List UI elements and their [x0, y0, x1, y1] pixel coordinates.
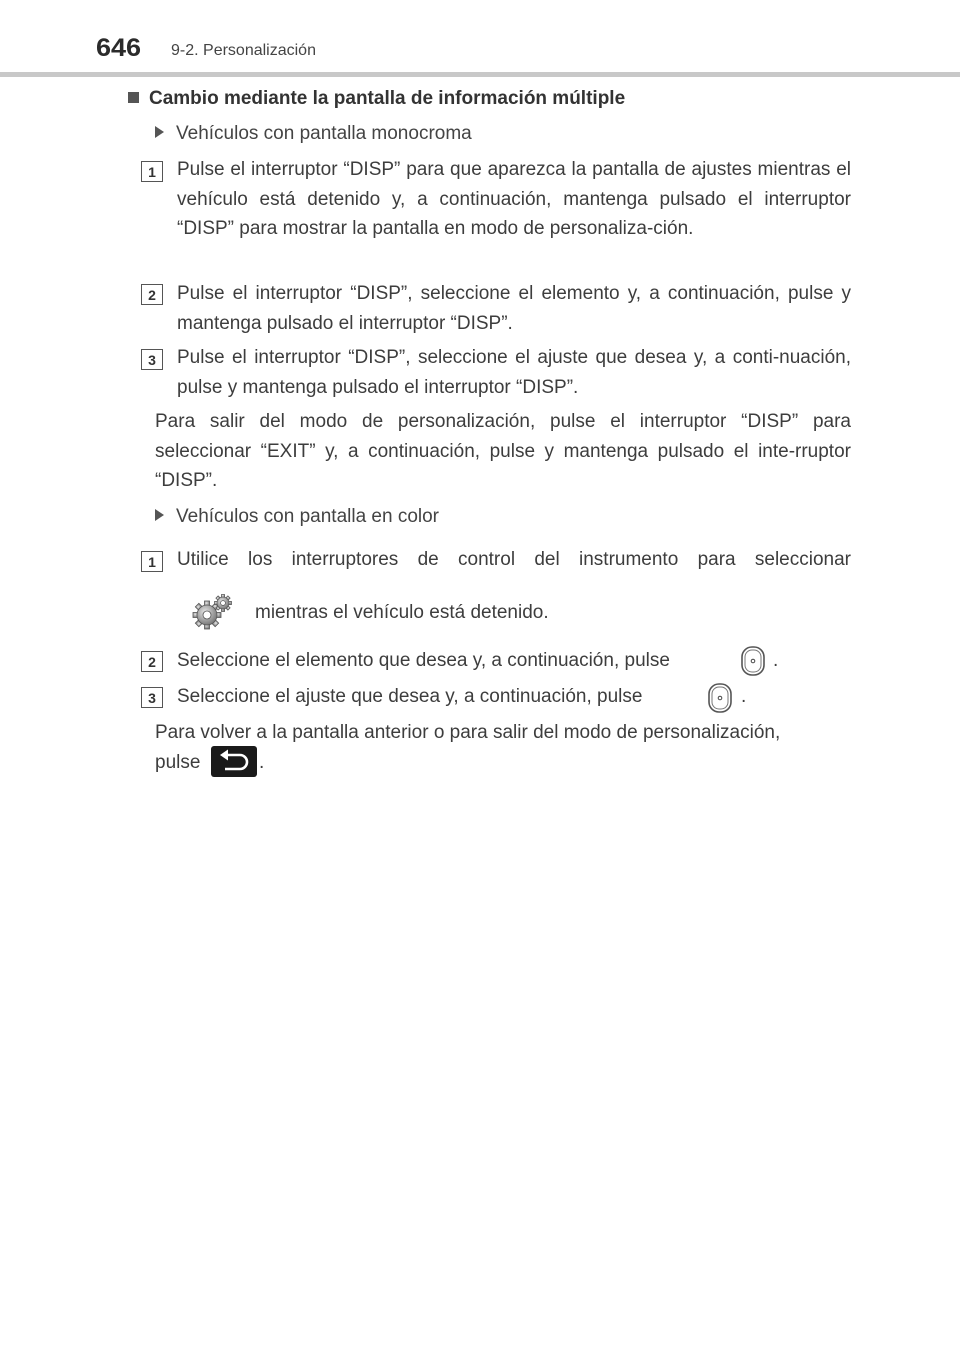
step-text: Pulse el interruptor “DISP”, seleccione el elemento y, a continuación, pulse y mantenga pulsado el interruptor “DISP”.	[177, 283, 851, 334]
enter-button-icon	[741, 646, 765, 676]
triangle-bullet-icon	[155, 126, 164, 138]
step-number-2: 2	[141, 651, 163, 672]
step-text-end: .	[773, 650, 779, 671]
color-note: Para volver a la pantalla anterior o para salir del modo de personalización,	[155, 722, 781, 743]
step-number-3: 3	[141, 349, 163, 370]
gears-icon	[190, 592, 232, 632]
step-text: Seleccione el elemento que desea y, a continuación, pulse	[177, 650, 670, 671]
square-bullet-icon	[128, 92, 139, 103]
step-text: Utilice los interruptores de control del instrumento para seleccionar	[177, 549, 851, 570]
step-text-end: .	[741, 686, 747, 707]
section-label: 9-2. Personalización	[171, 42, 316, 59]
heading-text: Cambio mediante la pantalla de información múltiple	[149, 88, 626, 109]
triangle-bullet-icon	[155, 509, 164, 521]
section-heading	[128, 88, 625, 110]
subsection-color-title: Vehículos con pantalla en color	[155, 506, 439, 528]
step-number-2: 2	[141, 284, 163, 305]
step-text: Pulse el interruptor “DISP”, seleccione el ajuste que desea y, a conti-nuación, pulse y mantenga pulsado el interruptor “DISP”.	[177, 347, 851, 398]
enter-button-icon	[708, 683, 732, 713]
step-text: Seleccione el ajuste que desea y, a continuación, pulse	[177, 686, 643, 707]
step-text: Pulse el interruptor “DISP” para que aparezca la pantalla de ajustes mientras el vehículo está detenido y, a continuación, mantenga pulsado el interruptor “DISP” para mostrar la pantalla en modo de personaliza-ción.	[177, 159, 851, 239]
mono-note: Para salir del modo de personalización, pulse el interruptor “DISP” para seleccionar “EXIT” y, a continuación, pulse y mantenga pulsado el inte-rruptor “DISP”.	[155, 411, 851, 491]
step-number-1: 1	[141, 161, 163, 182]
color-note-line2: pulse	[155, 752, 201, 773]
step-text-continued: mientras el vehículo está detenido.	[255, 602, 549, 623]
step-number-3: 3	[141, 687, 163, 708]
subsection-mono-title: Vehículos con pantalla monocroma	[155, 123, 472, 145]
color-note-end: .	[259, 752, 265, 773]
step-number-1: 1	[141, 551, 163, 572]
back-arrow-icon	[211, 746, 257, 777]
header-rule	[0, 72, 960, 77]
page-number: 646	[96, 34, 142, 62]
